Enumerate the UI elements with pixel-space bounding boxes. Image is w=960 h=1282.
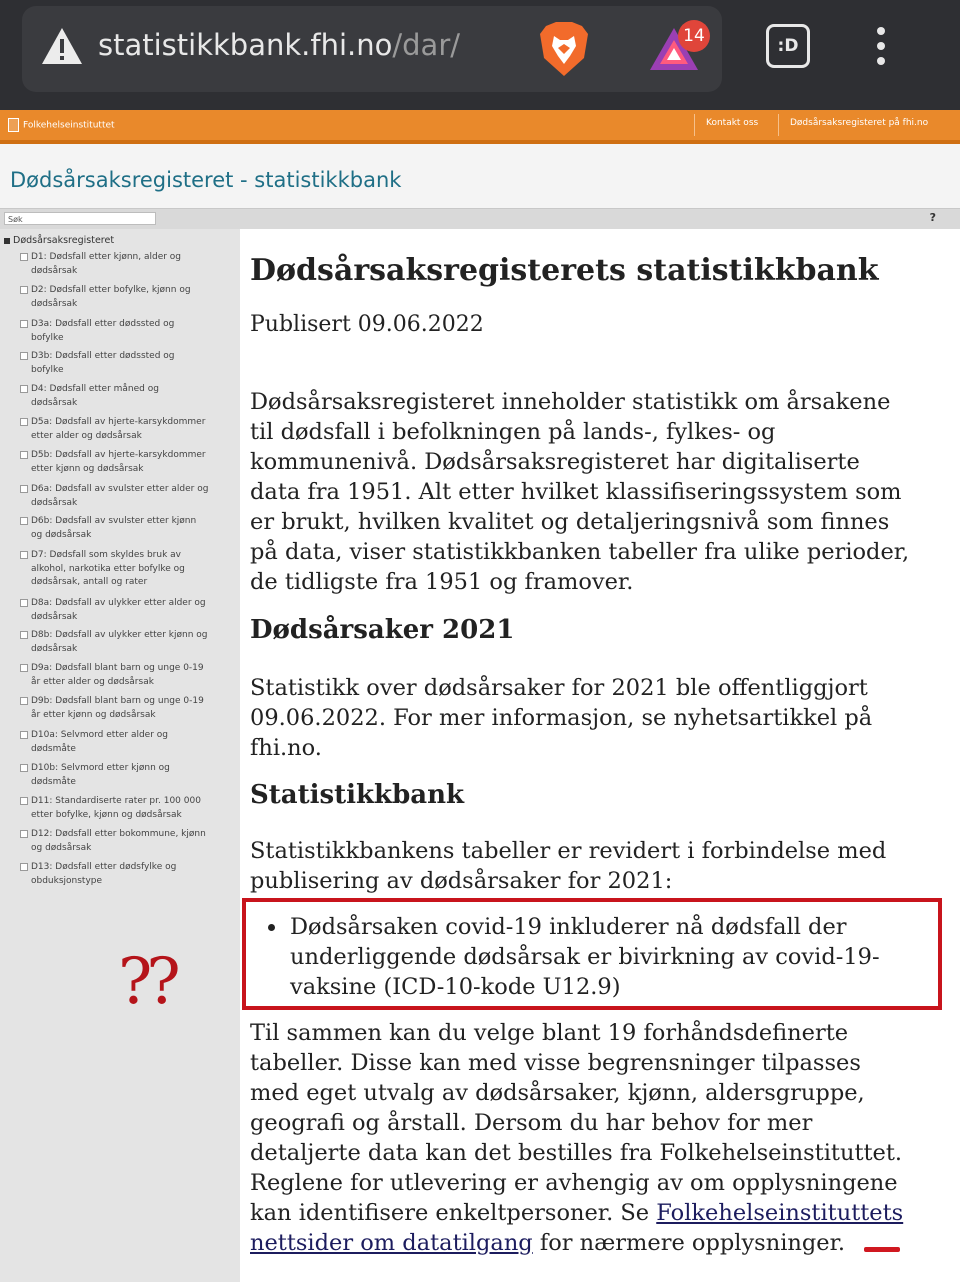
sidebar-item-label bbox=[20, 416, 238, 430]
sidebar-item-label bbox=[20, 265, 238, 279]
sidebar-root[interactable] bbox=[4, 235, 114, 246]
text-line: fhi.no. bbox=[250, 735, 322, 761]
sidebar-item-text: D3b: Dødsfall etter dødssted og bbox=[31, 351, 175, 361]
sidebar-item-text: D7: Dødsfall som skyldes bruk av bbox=[31, 550, 181, 560]
sidebar-root-label: Dødsårsaksregisteret bbox=[13, 235, 115, 246]
sidebar-item-label bbox=[20, 563, 238, 577]
sidebar-item-label bbox=[20, 549, 238, 563]
sidebar bbox=[0, 229, 240, 1282]
sidebar-item-text: alkohol, narkotika etter bofylke og bbox=[31, 563, 185, 574]
sidebar-item-label bbox=[20, 743, 238, 757]
sidebar-item-text: dødsmåte bbox=[31, 776, 76, 787]
datatilgang-link[interactable]: Folkehelseinstituttets bbox=[656, 1200, 904, 1226]
sidebar-item-label bbox=[20, 430, 238, 444]
sidebar-item-label bbox=[20, 795, 238, 809]
sidebar-item-label bbox=[20, 350, 238, 364]
sidebar-item-label bbox=[20, 483, 238, 497]
text-line: vaksine (ICD-10-kode U12.9) bbox=[290, 974, 621, 1000]
checkbox[interactable] bbox=[20, 320, 28, 328]
checkbox[interactable] bbox=[20, 418, 28, 426]
site-logo[interactable] bbox=[8, 118, 115, 132]
checkbox[interactable] bbox=[20, 830, 28, 838]
browser-toolbar bbox=[0, 0, 960, 110]
sidebar-item[interactable] bbox=[20, 449, 238, 476]
sidebar-item-label bbox=[20, 861, 238, 875]
sidebar-item-text: etter alder og dødsårsak bbox=[31, 430, 142, 441]
sidebar-item-text: dødsårsak, antall og rater bbox=[31, 577, 148, 587]
sidebar-item-text: og dødsårsak bbox=[31, 529, 92, 540]
sidebar-item-label bbox=[20, 842, 238, 856]
checkbox[interactable] bbox=[20, 731, 28, 739]
sidebar-item-text: og dødsårsak bbox=[31, 842, 92, 853]
sidebar-item-text: etter kjønn og dødsårsak bbox=[31, 463, 144, 474]
sidebar-item[interactable] bbox=[20, 629, 238, 656]
url-host: statistikkbank.fhi.no bbox=[98, 28, 393, 62]
checkbox[interactable] bbox=[20, 286, 28, 294]
sidebar-item-label bbox=[20, 318, 238, 332]
sidebar-item-label bbox=[20, 515, 238, 529]
checkbox[interactable] bbox=[20, 697, 28, 705]
sidebar-item[interactable] bbox=[20, 695, 238, 722]
sidebar-item[interactable] bbox=[20, 383, 238, 410]
sidebar-item[interactable] bbox=[20, 662, 238, 689]
text-line: Statistikkbankens tabeller er revidert i forbindelse med bbox=[250, 838, 887, 864]
annotation-underline bbox=[864, 1247, 900, 1252]
checkbox[interactable] bbox=[20, 485, 28, 493]
sidebar-item[interactable] bbox=[20, 549, 238, 590]
text-line: Til sammen kan du velge blant 19 forhåndsdefinerte bbox=[250, 1020, 849, 1046]
datatilgang-link-cont[interactable]: nettsider om datatilgang bbox=[250, 1230, 533, 1256]
checkbox[interactable] bbox=[20, 863, 28, 871]
sidebar-item-label bbox=[20, 643, 238, 657]
sidebar-item-label bbox=[20, 676, 238, 690]
text-line: de tidligste fra 1951 og framover. bbox=[250, 569, 634, 595]
text-line: underliggende dødsårsak er bivirkning av covid-19- bbox=[290, 944, 880, 970]
sidebar-item-text: obduksjonstype bbox=[31, 875, 103, 886]
sidebar-item-text: D12: Dødsfall etter bokommune, kjønn bbox=[31, 829, 206, 839]
sidebar-item-label bbox=[20, 629, 238, 643]
sidebar-item-text: år etter alder og dødsårsak bbox=[31, 676, 154, 687]
sidebar-item-text: D1: Dødsfall etter kjønn, alder og bbox=[31, 252, 182, 262]
sidebar-item-label bbox=[20, 709, 238, 723]
sidebar-item-text: dødsårsak bbox=[31, 298, 78, 309]
url-text[interactable] bbox=[98, 28, 460, 62]
published-date: Publisert 09.06.2022 bbox=[250, 312, 484, 337]
sidebar-item-text: D11: Standardiserte rater pr. 100 000 bbox=[31, 796, 201, 806]
sidebar-item-text: D6b: Dødsfall av svulster etter kjønn bbox=[31, 516, 197, 526]
sidebar-item-text: D5a: Dødsfall av hjerte-karsykdommer bbox=[31, 417, 206, 427]
search-input[interactable]: Søk bbox=[4, 212, 156, 225]
site-title[interactable]: Dødsårsaksregisteret - statistikkbank bbox=[10, 168, 402, 192]
checkbox[interactable] bbox=[20, 451, 28, 459]
sidebar-item-label bbox=[20, 251, 238, 265]
sidebar-item-text: dødsårsak bbox=[31, 643, 78, 654]
sidebar-item-text: D3a: Dødsfall etter dødssted og bbox=[31, 319, 175, 329]
sidebar-item-text: bofylke bbox=[31, 364, 64, 375]
site-top-bar bbox=[0, 110, 960, 144]
help-icon[interactable]: ? bbox=[929, 211, 936, 224]
sidebar-item-label bbox=[20, 529, 238, 543]
text-line: data fra 1951. Alt etter hvilket klassifiseringssystem som bbox=[250, 479, 902, 505]
sidebar-item-label bbox=[20, 762, 238, 776]
sidebar-item-label bbox=[20, 729, 238, 743]
sidebar-item[interactable] bbox=[20, 318, 238, 345]
outro-paragraph bbox=[250, 1018, 960, 1258]
sidebar-item-text: D8b: Dødsfall av ulykker etter kjønn og bbox=[31, 630, 208, 640]
section-heading-causes: Dødsårsaker 2021 bbox=[250, 615, 515, 645]
sidebar-item-label bbox=[20, 611, 238, 625]
divider bbox=[694, 114, 695, 136]
text-line bbox=[250, 1228, 960, 1258]
text-line: med eget utvalg av dødsårsaker, kjønn, aldersgruppe, bbox=[250, 1080, 865, 1106]
text-line: detaljerte data kan det bestilles fra Folkehelseinstituttet. bbox=[250, 1140, 903, 1166]
sidebar-item-text: etter bofylke, kjønn og dødsårsak bbox=[31, 809, 182, 820]
contact-link[interactable]: Kontakt oss bbox=[706, 118, 759, 128]
text-line: 09.06.2022. For mer informasjon, se nyhetsartikkel på bbox=[250, 705, 873, 731]
sidebar-item-label bbox=[20, 497, 238, 511]
logo-text: Folkehelseinstituttet bbox=[23, 120, 115, 131]
sidebar-item-label bbox=[20, 463, 238, 477]
intro-paragraph bbox=[250, 387, 960, 597]
sidebar-item-text: dødsårsak bbox=[31, 397, 78, 408]
collapse-icon bbox=[4, 238, 10, 244]
sidebar-item-text: dødsårsak bbox=[31, 497, 78, 508]
text-line: Dødsårsaksregisteret inneholder statistikk om årsakene bbox=[250, 389, 891, 415]
sidebar-item-text: D5b: Dødsfall av hjerte-karsykdommer bbox=[31, 450, 206, 460]
bank-paragraph bbox=[250, 836, 960, 896]
text-line: på data, viser statistikkbanken tabeller fra ulike perioder, bbox=[250, 539, 910, 565]
text-line: geografi og årstall. Dersom du har behov for mer bbox=[250, 1110, 813, 1136]
search-row bbox=[0, 208, 960, 229]
checkbox[interactable] bbox=[20, 385, 28, 393]
sidebar-item-label bbox=[20, 332, 238, 346]
checkbox[interactable] bbox=[20, 517, 28, 525]
checkbox[interactable] bbox=[20, 352, 28, 360]
text-line: kommunenivå. Dødsårsaksregisteret har digitaliserte bbox=[250, 449, 860, 475]
sidebar-item-label bbox=[20, 662, 238, 676]
checkbox[interactable] bbox=[20, 599, 28, 607]
sidebar-item[interactable] bbox=[20, 597, 238, 624]
checkbox[interactable] bbox=[20, 551, 28, 559]
sidebar-item-text: D8a: Dødsfall av ulykker etter alder og bbox=[31, 598, 206, 608]
sidebar-item-text: D2: Dødsfall etter bofylke, kjønn og bbox=[31, 285, 191, 295]
checkbox[interactable] bbox=[20, 253, 28, 261]
text-line bbox=[250, 1198, 960, 1228]
text-line: publisering av dødsårsaker for 2021: bbox=[250, 868, 673, 894]
text-fragment: for nærmere opplysninger. bbox=[532, 1230, 846, 1256]
rewards-badge: 14 bbox=[678, 20, 710, 52]
checkbox[interactable] bbox=[20, 664, 28, 672]
text-line: Dødsårsaken covid-19 inkluderer nå dødsfall der bbox=[290, 914, 847, 940]
sidebar-item-text: dødsårsak bbox=[31, 265, 78, 276]
sidebar-item[interactable] bbox=[20, 729, 238, 756]
site-header bbox=[0, 144, 960, 208]
sidebar-item-label bbox=[20, 397, 238, 411]
sidebar-item-label bbox=[20, 298, 238, 312]
sidebar-item-label bbox=[20, 449, 238, 463]
url-path: /dar/ bbox=[392, 28, 461, 62]
sidebar-item-text: D13: Dødsfall etter dødsfylke og bbox=[31, 862, 177, 872]
sidebar-item[interactable] bbox=[20, 483, 238, 510]
sidebar-item-text: D10b: Selvmord etter kjønn og bbox=[31, 763, 170, 773]
sidebar-item[interactable] bbox=[20, 762, 238, 789]
sidebar-item[interactable] bbox=[20, 350, 238, 377]
sidebar-item-text: D6a: Dødsfall av svulster etter alder og bbox=[31, 484, 209, 494]
sidebar-item[interactable] bbox=[20, 515, 238, 542]
bullet-icon bbox=[268, 924, 275, 931]
text-line: Reglene for utlevering er avhengig av om opplysningene bbox=[250, 1170, 898, 1196]
question-marks-annotation: ?? bbox=[118, 945, 175, 1019]
warning-icon[interactable] bbox=[40, 26, 84, 66]
checkbox[interactable] bbox=[20, 797, 28, 805]
sidebar-item[interactable] bbox=[20, 284, 238, 311]
sidebar-item-label bbox=[20, 776, 238, 790]
sidebar-item-label bbox=[20, 695, 238, 709]
sidebar-item-text: D10a: Selvmord etter alder og bbox=[31, 730, 168, 740]
sidebar-item-label bbox=[20, 809, 238, 823]
brave-shields-icon[interactable] bbox=[538, 20, 590, 78]
text-line: er brukt, hvilken kvalitet og detaljeringsnivå som finnes bbox=[250, 509, 890, 535]
divider bbox=[778, 114, 779, 136]
sidebar-item-label bbox=[20, 383, 238, 397]
sidebar-item[interactable] bbox=[20, 416, 238, 443]
logo-icon bbox=[8, 118, 19, 132]
page-title: Dødsårsaksregisterets statistikkbank bbox=[250, 253, 879, 288]
menu-icon[interactable] bbox=[870, 24, 892, 74]
sidebar-item[interactable] bbox=[20, 251, 238, 278]
sidebar-item-label bbox=[20, 875, 238, 889]
text-line: Statistikk over dødsårsaker for 2021 ble offentliggjort bbox=[250, 675, 868, 701]
sidebar-item[interactable] bbox=[20, 861, 238, 888]
sidebar-item-label bbox=[20, 828, 238, 842]
sidebar-item-text: D9a: Dødsfall blant barn og unge 0-19 bbox=[31, 663, 204, 673]
checkbox[interactable] bbox=[20, 764, 28, 772]
text-line: til dødsfall i befolkningen på lands-, fylkes- og bbox=[250, 419, 776, 445]
tab-switcher-button[interactable]: :D bbox=[766, 24, 810, 68]
section-heading-bank: Statistikkbank bbox=[250, 780, 465, 810]
sidebar-item-label bbox=[20, 364, 238, 378]
sidebar-item[interactable] bbox=[20, 828, 238, 855]
sidebar-item-text: år etter kjønn og dødsårsak bbox=[31, 709, 156, 720]
causes-paragraph bbox=[250, 673, 960, 763]
sidebar-item-label bbox=[20, 576, 238, 590]
sidebar-item-label bbox=[20, 284, 238, 298]
text-line: tabeller. Disse kan med visse begrensninger tilpasses bbox=[250, 1050, 861, 1076]
text-fragment: kan identifisere enkeltpersoner. Se bbox=[250, 1200, 657, 1226]
sidebar-item-text: dødsmåte bbox=[31, 743, 76, 754]
sidebar-item-text: bofylke bbox=[31, 332, 64, 343]
sidebar-item-label bbox=[20, 597, 238, 611]
sidebar-item-text: D4: Dødsfall etter måned og bbox=[31, 384, 159, 394]
sidebar-item[interactable] bbox=[20, 795, 238, 822]
register-link[interactable]: Dødsårsaksregisteret på fhi.no bbox=[790, 118, 929, 128]
checkbox[interactable] bbox=[20, 631, 28, 639]
sidebar-item-text: D9b: Dødsfall blant barn og unge 0-19 bbox=[31, 696, 204, 706]
sidebar-item-text: dødsårsak bbox=[31, 611, 78, 622]
